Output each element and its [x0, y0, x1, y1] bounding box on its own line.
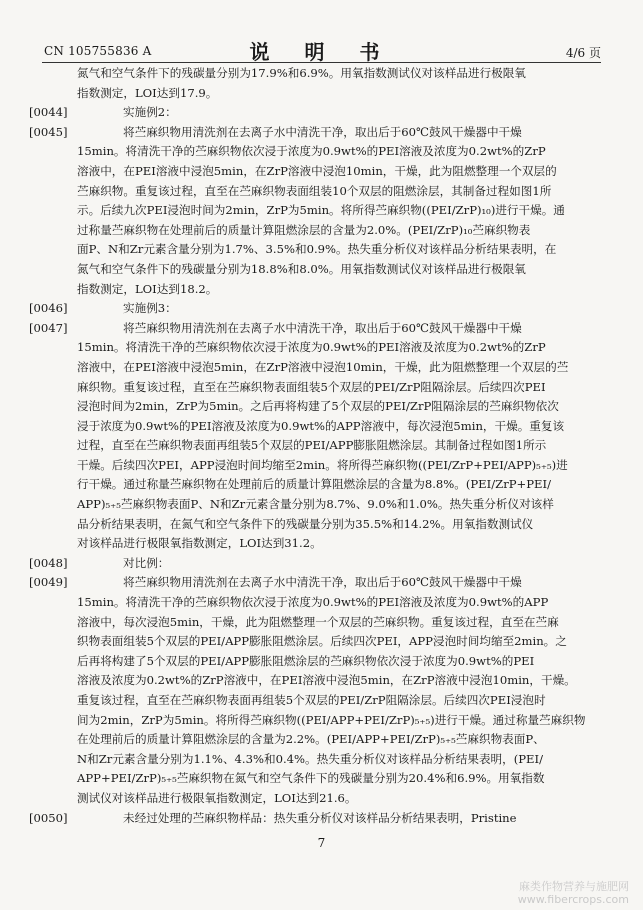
text-line: [77, 671, 583, 691]
line-text: 测试仪对该样品进行极限氧指数测定，LOI达到21.6。: [77, 790, 357, 805]
line-text: 后再将构建了5个双层的PEI/APP膨胀阻燃涂层的苎麻织物依次浸于浓度为0.9wt%的PEI: [77, 653, 535, 668]
text-line: [77, 417, 583, 437]
text-line: [77, 711, 586, 731]
line-text: 示。后续九次PEI浸泡时间为2min，ZrP为5min。将所得苎麻织物((PEI/ZrP)₁₀)进行干燥。通: [77, 203, 565, 218]
line-text: 将苎麻织物用清洗剂在去离子水中清洗干净，取出后于60℃鼓风干燥器中干燥: [123, 124, 522, 139]
paragraph-tag: [0049]: [29, 575, 68, 590]
text-line: [77, 613, 583, 633]
text-line: [77, 378, 583, 398]
text-line: [77, 632, 583, 652]
line-text: 将苎麻织物用清洗剂在去离子水中清洗干净，取出后于60℃鼓风干燥器中干燥: [123, 575, 522, 590]
line-text: 溶液中，每次浸泡5min，干燥，此为阻燃整理一个双层的苎麻织物。重复该过程，直至在苎麻: [77, 614, 559, 629]
line-text: 15min。将清洗干净的苎麻织物依次浸于浓度为0.9wt%的PEI溶液及浓度为0.2wt%的ZrP: [77, 340, 546, 355]
text-line: [77, 750, 583, 770]
text-line: [29, 809, 583, 829]
page-info: 4/6 页: [565, 46, 601, 60]
text-line: [29, 319, 583, 339]
line-text: 对该样品进行极限氧指数测定，LOI达到31.2。: [77, 536, 322, 551]
text-line: [77, 789, 583, 809]
line-text: 干燥。后续四次PEI，APP浸泡时间均缩至2min。将所得苎麻织物((PEI/ZrP+PEI/APP)₅₊₅)进: [77, 457, 568, 472]
text-line: [77, 534, 583, 554]
text-line: [77, 260, 583, 280]
line-text: 过程，直至在苎麻织物表面再组装5个双层的PEI/APP膨胀阻燃涂层。其制备过程如图1所示: [77, 438, 547, 453]
text-line: [77, 240, 583, 260]
line-text: 浸于浓度为0.9wt%的PEI溶液及浓度为0.9wt%的APP溶液中，每次浸泡5min，干燥。重复该: [77, 418, 565, 433]
line-text: 麻织物。重复该过程，直至在苎麻织物表面组装5个双层的PEI/ZrP阻隔涂层。后续四次PEI: [77, 379, 546, 394]
text-line: [77, 515, 583, 535]
header-rule: [42, 62, 601, 63]
line-text: 实施例3：: [123, 301, 177, 316]
watermark-url: www.fibercrops.com: [517, 893, 629, 906]
line-text: 在处理前后的质量计算阻燃涂层的含量为2.2%。(PEI/APP+PEI/ZrP)₅₊₅苎麻织物表面P、: [77, 732, 545, 747]
line-text: 品分析结果表明，在氮气和空气条件下的残碳量分别为35.5%和14.2%。用氧指数测试仪: [77, 516, 534, 531]
text-line: [29, 103, 583, 123]
text-line: [77, 593, 583, 613]
paragraph-tag: [0048]: [29, 555, 68, 570]
document-title: 说 明 书: [249, 40, 394, 64]
text-line: [77, 182, 583, 202]
text-line: [77, 162, 583, 182]
line-text: 15min。将清洗干净的苎麻织物依次浸于浓度为0.9wt%的PEI溶液及浓度为0.2wt%的ZrP: [77, 144, 546, 159]
text-line: [77, 397, 583, 417]
document-body: [29, 64, 586, 828]
line-text: N和Zr元素含量分别为1.1%、4.3%和0.4%。热失重分析仪对该样品分析结果表明，(PEI/: [77, 751, 544, 766]
line-text: 织物表面组装5个双层的PEI/APP膨胀阻燃涂层。后续四次PEI，APP浸泡时间均缩至2min。之: [77, 634, 567, 649]
line-text: 面P、N和Zr元素含量分别为1.7%、3.5%和0.9%。热失重分析仪对该样品分析结果表明，在: [77, 242, 557, 257]
watermark: [518, 880, 629, 906]
page-number: 7: [317, 836, 326, 850]
watermark-line: 麻类作物营养与施肥网: [519, 880, 629, 893]
text-line: [29, 123, 583, 143]
line-text: 间为2min，ZrP为5min。将所得苎麻织物((PEI/APP+PEI/ZrP)₅₊₅)进行干燥。通过称量苎麻织物: [77, 712, 586, 727]
text-line: [77, 201, 583, 221]
text-line: [77, 436, 583, 456]
text-line: [29, 554, 583, 574]
text-line: [29, 299, 583, 319]
line-text: 对比例：: [123, 555, 170, 570]
patent-number: CN 105755836 A: [44, 44, 152, 58]
line-text: 溶液中，在PEI溶液中浸泡5min，在ZrP溶液中浸泡10min，干燥，此为阻燃整理一个双层的苎: [77, 359, 569, 374]
text-line: [77, 769, 583, 789]
line-text: 指数测定，LOI达到17.9。: [77, 85, 218, 100]
text-line: [77, 475, 583, 495]
line-text: 未经过处理的苎麻织物样品：热失重分析仪对该样品分析结果表明，Pristine: [123, 810, 517, 825]
line-text: 实施例2：: [123, 105, 177, 120]
text-line: [77, 358, 583, 378]
text-line: [77, 691, 583, 711]
text-line: [77, 652, 583, 672]
text-line: [29, 573, 583, 593]
line-text: 苎麻织物。重复该过程，直至在苎麻织物表面组装10个双层的阻燃涂层，其制备过程如图1所: [77, 183, 552, 198]
text-line: [77, 64, 583, 84]
line-text: 行干燥。通过称量苎麻织物在处理前后的质量计算阻燃涂层的含量为8.8%。(PEI/ZrP+PEI/: [77, 477, 551, 492]
paragraph-tag: [0044]: [29, 105, 68, 120]
line-text: 重复该过程，直至在苎麻织物表面再组装5个双层的PEI/ZrP阻隔涂层。后续四次PEI浸泡时: [77, 693, 546, 707]
text-line: [77, 84, 583, 104]
line-text: 15min。将清洗干净的苎麻织物依次浸于浓度为0.9wt%的PEI溶液及浓度为0.9wt%的APP: [77, 595, 549, 610]
paragraph-tag: [0047]: [29, 320, 68, 335]
line-text: APP)₅₊₅苎麻织物表面P、N和Zr元素含量分别为8.7%、9.0%和1.0%。热失重分析仪对该样: [77, 497, 554, 512]
line-text: 过称量苎麻织物在处理前后的质量计算阻燃涂层的含量为2.0%。(PEI/ZrP)₁₀苎麻织物表: [77, 222, 531, 237]
line-text: 溶液及浓度为0.2wt%的ZrP溶液中，在PEI溶液中浸泡5min，在ZrP溶液中浸泡10min，干燥。: [77, 673, 576, 688]
paragraph-tag: [0046]: [29, 301, 68, 316]
line-text: 溶液中，在PEI溶液中浸泡5min，在ZrP溶液中浸泡10min，干燥，此为阻燃整理一个双层的: [77, 163, 557, 178]
line-text: 将苎麻织物用清洗剂在去离子水中清洗干净，取出后于60℃鼓风干燥器中干燥: [123, 320, 522, 335]
text-line: [77, 280, 583, 300]
text-line: [77, 730, 583, 750]
line-text: 氮气和空气条件下的残碳量分别为17.9%和6.9%。用氧指数测试仪对该样品进行极限氧: [77, 66, 526, 80]
text-line: [77, 456, 583, 476]
text-line: [77, 142, 583, 162]
line-text: 浸泡时间为2min，ZrP为5min。之后再将构建了5个双层的PEI/ZrP阻隔涂层的苎麻织物依次: [77, 399, 559, 414]
text-line: [77, 338, 583, 358]
text-line: [77, 495, 583, 515]
paragraph-tag: [0050]: [29, 810, 68, 825]
line-text: APP+PEI/ZrP)₅₊₅苎麻织物在氮气和空气条件下的残碳量分别为20.4%和6.9%。用氧指数: [77, 771, 545, 786]
paragraph-tag: [0045]: [29, 124, 68, 139]
line-text: 指数测定，LOI达到18.2。: [77, 281, 218, 296]
line-text: 氮气和空气条件下的残碳量分别为18.8%和8.0%。用氧指数测试仪对该样品进行极限氧: [77, 261, 526, 276]
text-line: [77, 221, 583, 241]
